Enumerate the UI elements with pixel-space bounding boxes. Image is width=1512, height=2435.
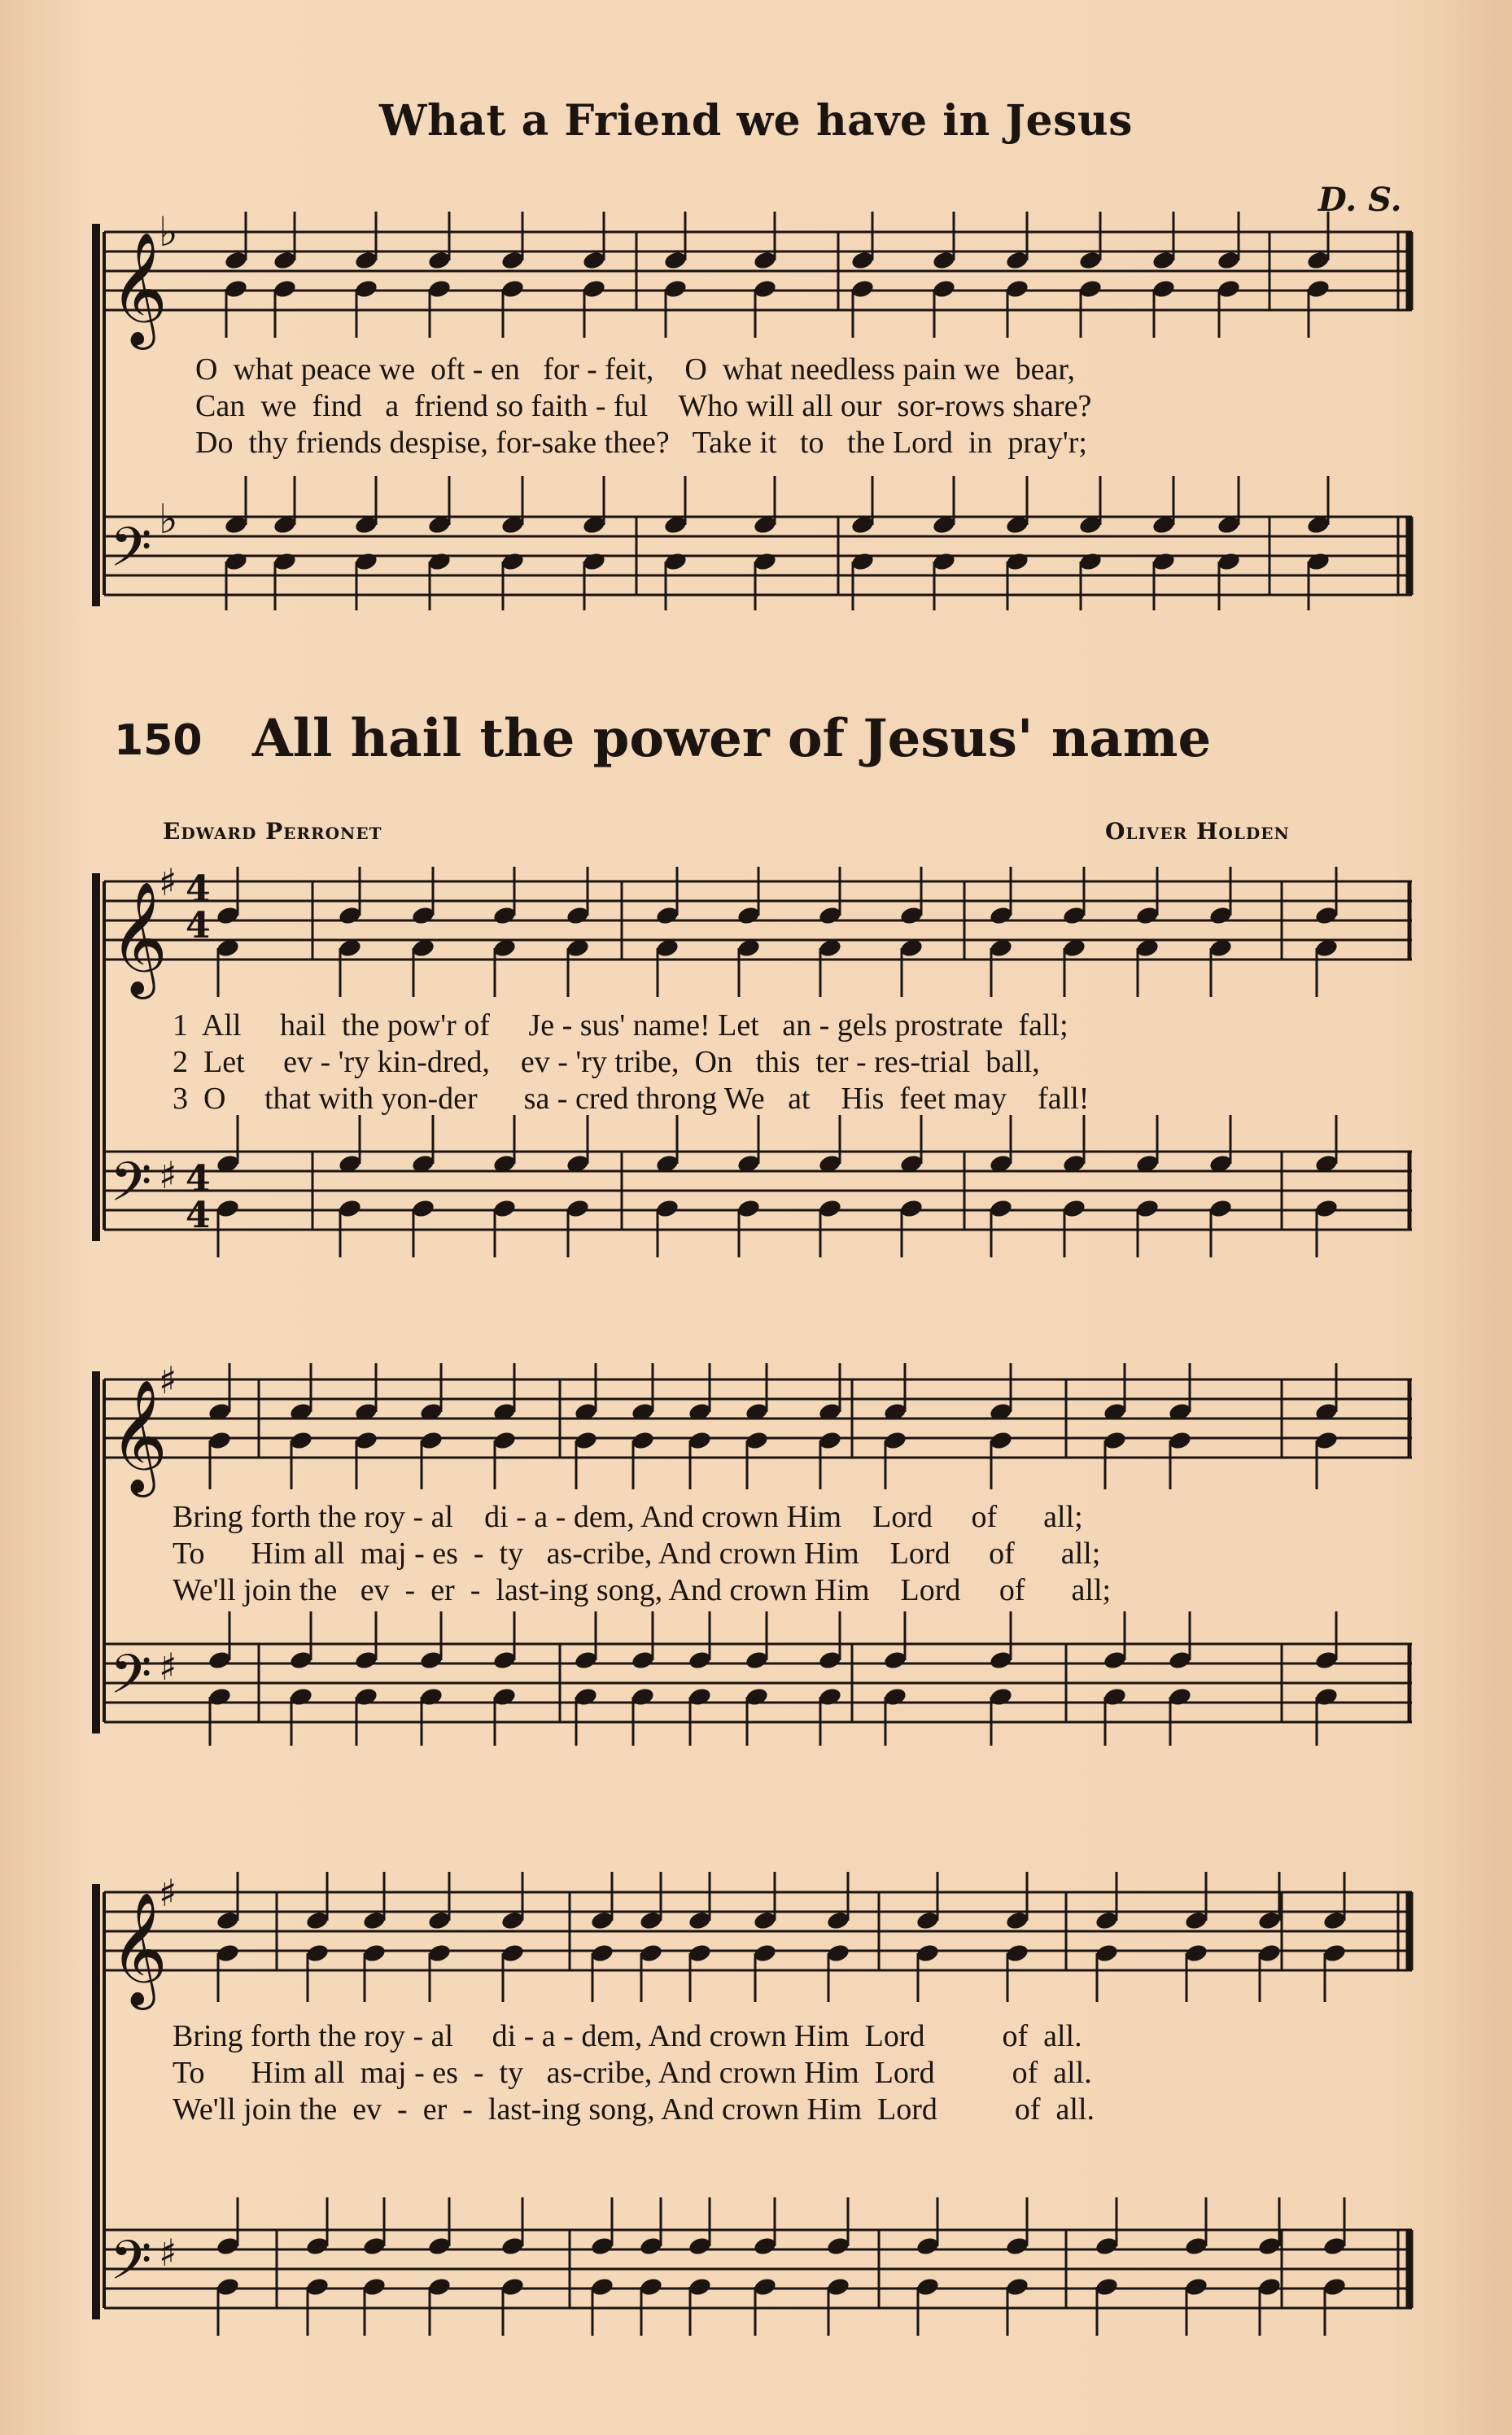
lyric-verse-line: Bring forth the roy - al di - a - dem, And crown Him Lord of all. (173, 2019, 1082, 2053)
composer-credit: Oliver Holden (1105, 818, 1290, 845)
staff-treble-hymn1 (104, 232, 1412, 310)
svg-text:♯: ♯ (159, 2231, 177, 2275)
bass-clef-icon: 𝄢 (110, 1643, 152, 1719)
svg-text:4: 4 (186, 905, 211, 946)
lyric-verse-line: Bring forth the roy - al di - a - dem, And crown Him Lord of all; (173, 1500, 1083, 1534)
svg-text:♯: ♯ (159, 1645, 177, 1689)
author-credit: Edward Perronet (163, 818, 382, 845)
hymn-number: 150 (114, 716, 203, 765)
treble-clef-icon: 𝄞 (110, 881, 168, 995)
hymn-title-what-a-friend: What a Friend we have in Jesus (379, 96, 1133, 146)
treble-clef-icon: 𝄞 (110, 232, 168, 345)
lyric-line-3: Do thy friends despise, for-sake thee? Take it to the Lord in pray'r; (195, 426, 1087, 460)
lyric-verse-line: We'll join the ev - er - last-ing song, And crown Him Lord of all; (173, 1573, 1112, 1607)
svg-text:4: 4 (186, 868, 211, 910)
svg-text:4: 4 (186, 1195, 211, 1236)
svg-text:♯: ♯ (159, 1871, 177, 1915)
svg-text:♯: ♯ (159, 1153, 177, 1197)
lyric-verse-line: 3 O that with yon-der sa - cred throng We at His feet may fall! (173, 1082, 1090, 1116)
staff-bass-150-sys3 (104, 2230, 1412, 2308)
lyric-verse-line: We'll join the ev - er - last-ing song, And crown Him Lord of all. (173, 2092, 1095, 2127)
svg-text:♯: ♯ (159, 1358, 177, 1402)
lyric-verse-line: To Him all maj - es - ty as-cribe, And crown Him Lord of all; (173, 1537, 1101, 1571)
svg-text:4: 4 (186, 1158, 211, 1200)
lyric-verse-line: 2 Let ev - 'ry kin-dred, ev - 'ry tribe, On this ter - res-trial ball, (173, 1045, 1040, 1079)
ds-marking: D. S. (1318, 181, 1402, 219)
svg-text:♯: ♯ (159, 860, 177, 904)
hymn-title-all-hail: All hail the power of Jesus' name (252, 708, 1212, 769)
lyric-verse-line: To Him all maj - es - ty as-cribe, And crown Him Lord of all. (173, 2056, 1092, 2090)
bass-clef-icon: 𝄢 (110, 2229, 152, 2305)
bass-clef-icon: 𝄢 (110, 1151, 152, 1226)
bass-clef-icon: 𝄢 (110, 516, 152, 592)
lyric-line-1: O what peace we oft - en for - feit, O what needless pain we bear, (195, 352, 1076, 387)
lyric-line-2: Can we find a friend so faith - ful Who will all our sor-rows share? (195, 389, 1092, 423)
treble-clef-icon: 𝄞 (110, 1892, 168, 2005)
svg-text:♭: ♭ (159, 208, 178, 256)
svg-text:♭: ♭ (159, 496, 178, 543)
lyric-verse-line: 1 All hail the pow'r of Je - sus' name! Let an - gels prostrate fall; (173, 1008, 1068, 1043)
treble-clef-icon: 𝄞 (110, 1379, 168, 1493)
